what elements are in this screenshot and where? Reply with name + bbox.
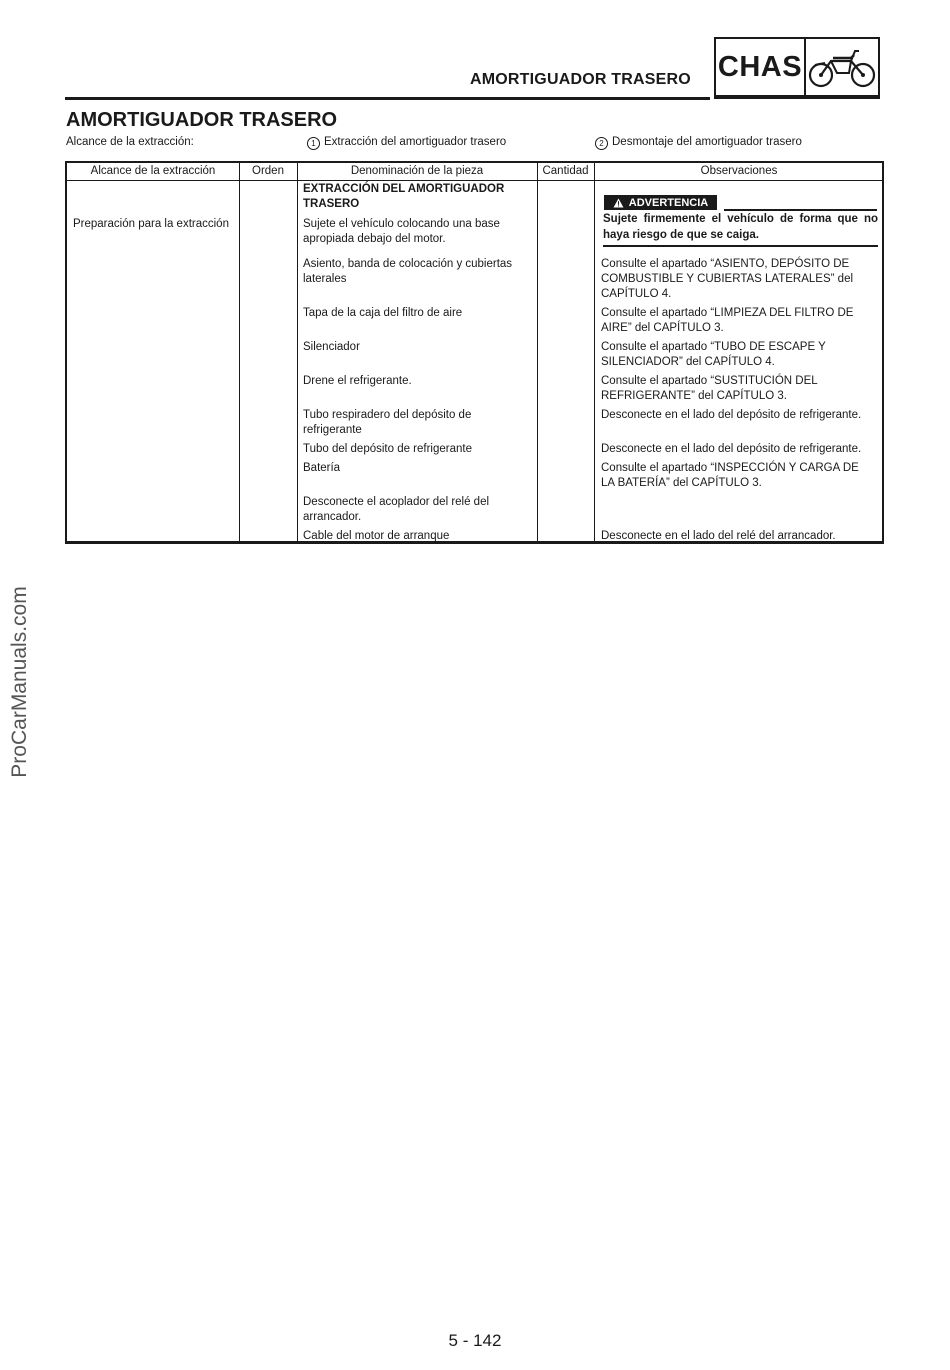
header-divider [67,180,882,181]
part-cell-row-8: Batería [303,462,341,474]
column-header-order: Orden [252,165,284,177]
part-cell-row-9: Desconecte el acoplador del relé del arrancador. [303,496,490,523]
section-heading: EXTRACCIÓN DEL AMORTIGUADOR TRASERO [303,183,505,210]
page-number: 5 - 142 [448,1331,502,1350]
part-cell-row-4: Silenciador [303,341,360,353]
column-divider [297,163,298,541]
part-cell-row-7: Tubo del depósito de refrigerante [303,443,472,455]
chapter-badge [714,37,880,97]
notes-cell-row-7: Desconecte en el lado del depósito de refrigerante. [601,443,862,455]
circled-number-2: 2 [595,137,608,150]
part-cell-row-6: Tubo respiradero del depósito de refrigerante [303,409,472,436]
scope-label: Alcance de la extracción: [66,136,194,148]
part-cell-row-1: Sujete el vehículo colocando una base apropiada debajo del motor. [303,218,500,245]
part-cell-row-2: Asiento, banda de colocación y cubiertas laterales [303,258,513,285]
column-divider [537,163,538,541]
motorcycle-icon [806,39,878,95]
column-header-part: Denominación de la pieza [350,165,484,177]
part-cell-row-10: Cable del motor de arranque [303,530,450,542]
header-rule [65,97,710,100]
running-header-title: AMORTIGUADOR TRASERO [470,71,691,88]
warning-badge [604,195,717,210]
warning-text: Sujete firmemente el vehículo de forma que no haya riesgo de que se caiga. [603,213,878,241]
scope-cell: Preparación para la extracción [73,218,229,230]
notes-cell-row-3: Consulte el apartado “LIMPIEZA DEL FILTRO DE AIRE” del CAPÍTULO 3. [601,307,854,334]
warning-rule-bottom [603,245,878,247]
notes-cell-row-5: Consulte el apartado “SUSTITUCIÓN DEL REFRIGERANTE” del CAPÍTULO 3. [601,375,818,402]
notes-cell-row-2: Consulte el apartado “ASIENTO, DEPÓSITO DE COMBUSTIBLE Y CUBIERTAS LATERALES” del CAPÍTULO 4. [601,258,854,300]
notes-cell-row-10: Desconecte en el lado del relé del arrancador. [601,530,836,542]
part-cell-row-5: Drene el refrigerante. [303,375,412,387]
chapter-badge-label: CHAS [716,39,806,95]
column-header-scope: Alcance de la extracción [90,165,216,177]
column-header-notes: Observaciones [700,165,778,177]
scope-item-2: 2 Desmontaje del amortiguador trasero [595,136,802,150]
column-divider [594,163,595,541]
circled-number-1: 1 [307,137,320,150]
column-header-quantity: Cantidad [542,165,589,177]
warning-triangle-icon [613,198,624,208]
warning-label: ADVERTENCIA [628,196,709,209]
notes-cell-row-8: Consulte el apartado “INSPECCIÓN Y CARGA DE LA BATERÍA” del CAPÍTULO 3. [601,462,859,489]
part-cell-row-3: Tapa de la caja del filtro de aire [303,307,463,319]
column-divider [239,163,240,541]
notes-cell-row-4: Consulte el apartado “TUBO DE ESCAPE Y SILENCIADOR” del CAPÍTULO 4. [601,341,826,368]
notes-cell-row-6: Desconecte en el lado del depósito de refrigerante. [601,409,862,421]
page-title: AMORTIGUADOR TRASERO [66,109,338,131]
scope-item-1: 1 Extracción del amortiguador trasero [307,136,506,150]
side-watermark: ProCarManuals.com [8,586,31,778]
removal-table [65,161,884,544]
